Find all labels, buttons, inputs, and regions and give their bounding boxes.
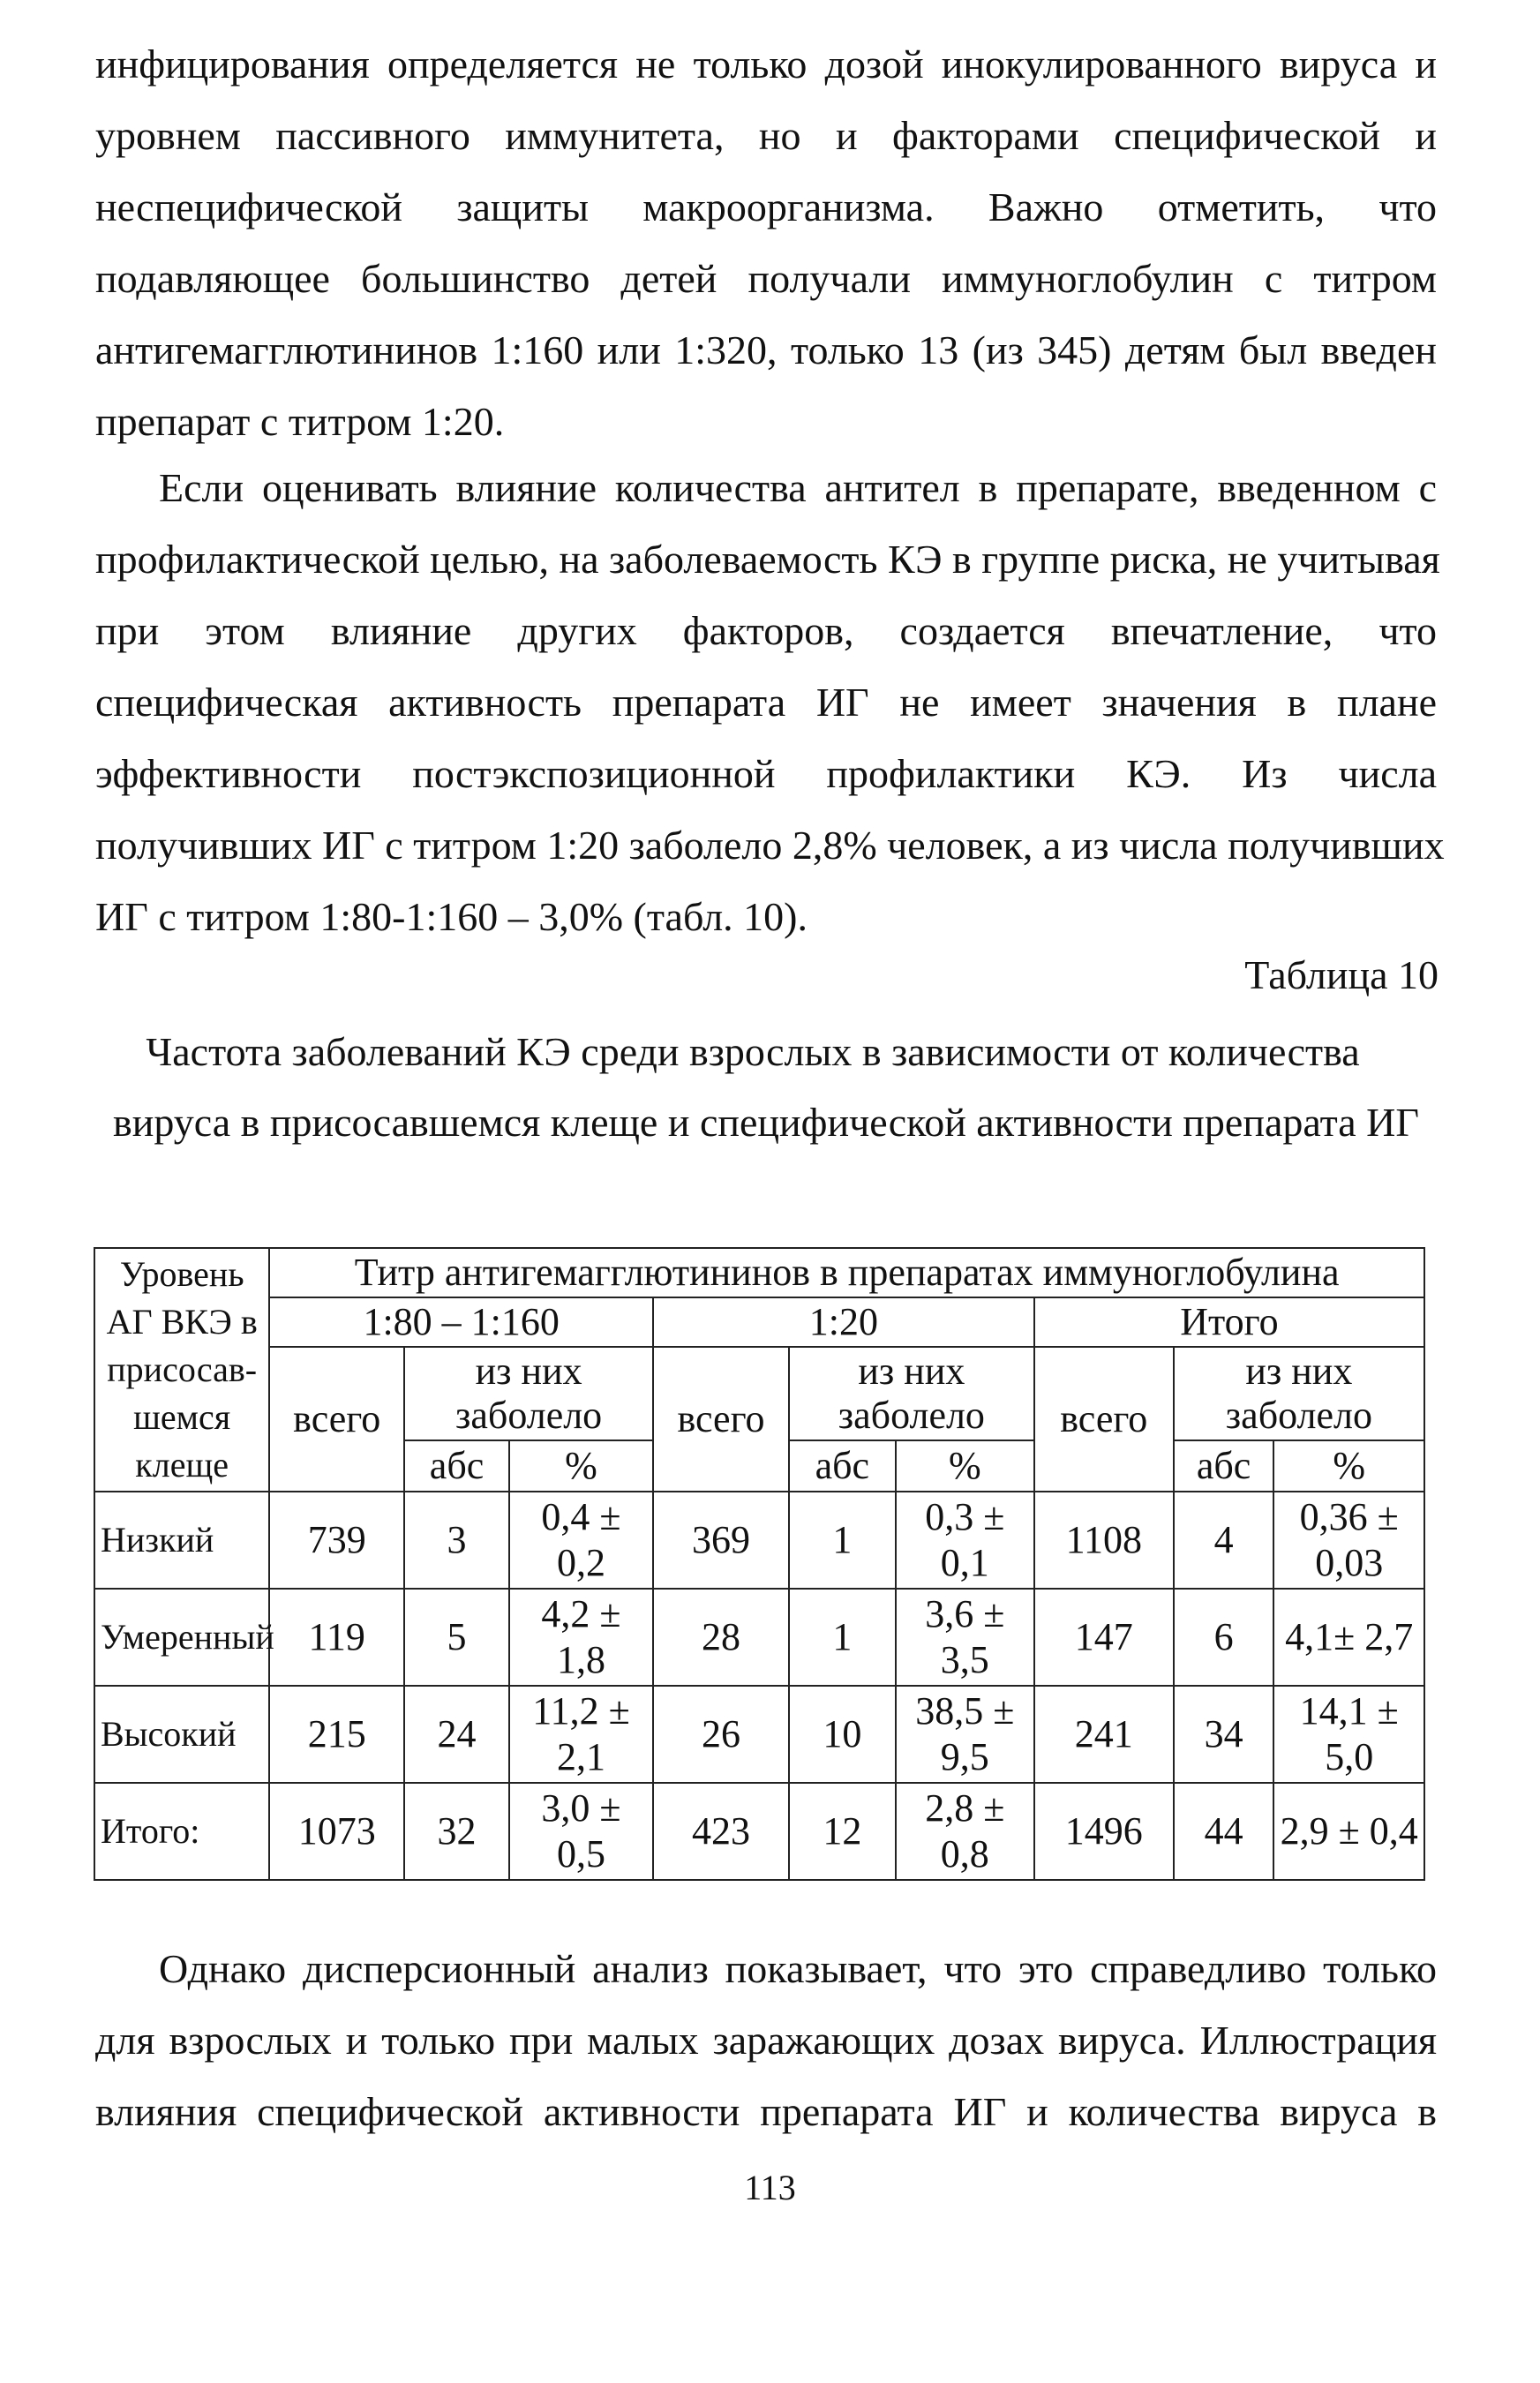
page-number: 113 <box>744 2168 796 2207</box>
value-cell: 1 <box>789 1492 896 1589</box>
paragraph-line: для взрослых и только при малых заражающих дозах вируса. Иллюстрация <box>95 2018 1437 2063</box>
value-cell: 34 <box>1174 1686 1274 1783</box>
row-level-label: Умеренный <box>94 1589 269 1686</box>
pct-cell: 3,0 ± 0,5 <box>509 1783 653 1880</box>
value-cell: 1108 <box>1034 1492 1174 1589</box>
value-cell: 1 <box>789 1589 896 1686</box>
paragraph-line: подавляющее большинство детей получали иммуноглобулин с титром <box>95 256 1437 301</box>
paragraph-line: препарат с титром 1:20. <box>95 399 505 444</box>
paragraph-line: при этом влияние других факторов, создается впечатление, что <box>95 608 1437 653</box>
row-level-label: Низкий <box>94 1492 269 1589</box>
paragraph-1 <box>95 28 1437 457</box>
paragraph-2 <box>95 452 1445 952</box>
table-row <box>94 1783 1424 1880</box>
total-header: всего <box>653 1347 789 1492</box>
paragraph-line: уровнем пассивного иммунитета, но и факторами специфической и <box>95 113 1437 158</box>
group-header: 1:20 <box>653 1297 1034 1347</box>
value-cell: 10 <box>789 1686 896 1783</box>
value-cell: 147 <box>1034 1589 1174 1686</box>
paragraph-3 <box>95 1933 1437 2147</box>
pct-cell: 38,5 ± 9,5 <box>896 1686 1034 1783</box>
value-cell: 32 <box>404 1783 509 1880</box>
pct-cell: 2,9 ± 0,4 <box>1273 1783 1424 1880</box>
table-header-row <box>94 1248 1424 1297</box>
group-header: Итого <box>1034 1297 1424 1347</box>
abs-header: абс <box>1174 1440 1274 1492</box>
value-cell: 423 <box>653 1783 789 1880</box>
group-header-row <box>94 1297 1424 1347</box>
value-cell: 12 <box>789 1783 896 1880</box>
caption-line: Частота заболеваний КЭ среди взрослых в зависимости от количества <box>146 1029 1360 1074</box>
value-cell: 4 <box>1174 1492 1274 1589</box>
subgroup-header-row <box>94 1347 1424 1440</box>
total-header: всего <box>269 1347 404 1492</box>
value-cell: 1073 <box>269 1783 404 1880</box>
table-row <box>94 1492 1424 1589</box>
pct-cell: 3,6 ± 3,5 <box>896 1589 1034 1686</box>
value-cell: 6 <box>1174 1589 1274 1686</box>
table-caption <box>95 1017 1437 1158</box>
table-body <box>94 1492 1424 1880</box>
pct-cell: 0,36 ± 0,03 <box>1273 1492 1424 1589</box>
pct-cell: 0,4 ± 0,2 <box>509 1492 653 1589</box>
value-cell: 241 <box>1034 1686 1174 1783</box>
table-label: Таблица 10 <box>1244 952 1439 997</box>
paragraph-line: антигемагглютининов 1:160 или 1:320, только 13 (из 345) детям был введен <box>95 327 1437 372</box>
row-level-label: Итого: <box>94 1783 269 1880</box>
value-cell: 28 <box>653 1589 789 1686</box>
abs-header: абс <box>404 1440 509 1492</box>
paragraph-line: Если оценивать влияние количества антител в препарате, введенном с <box>159 465 1437 510</box>
value-cell: 44 <box>1174 1783 1274 1880</box>
value-cell: 119 <box>269 1589 404 1686</box>
paragraph-line: влияния специфической активности препарата ИГ и количества вируса в <box>95 2089 1437 2134</box>
abs-header: абс <box>789 1440 896 1492</box>
paragraph-line: инфицирования определяется не только дозой инокулированного вируса и <box>95 41 1437 86</box>
data-table <box>94 1247 1425 1881</box>
value-cell: 3 <box>404 1492 509 1589</box>
paragraph-line: специфическая активность препарата ИГ не имеет значения в плане <box>95 680 1437 725</box>
paragraph-line: неспецифической защиты макроорганизма. Важно отметить, что <box>95 184 1437 229</box>
value-cell: 1496 <box>1034 1783 1174 1880</box>
paragraph-line: Однако дисперсионный анализ показывает, что это справедливо только <box>159 1946 1437 1991</box>
paragraph-line: получивших ИГ с титром 1:20 заболело 2,8% человек, а из числа получивших <box>95 823 1445 868</box>
table-row <box>94 1589 1424 1686</box>
pct-header: % <box>896 1440 1034 1492</box>
value-cell: 369 <box>653 1492 789 1589</box>
caption-line: вируса в присосавшемся клеще и специфической активности препарата ИГ <box>113 1100 1419 1145</box>
level-header: Уровень АГ ВКЭ в присосав-шемся клеще <box>94 1248 269 1492</box>
group-header: 1:80 – 1:160 <box>269 1297 653 1347</box>
pct-cell: 4,1± 2,7 <box>1273 1589 1424 1686</box>
value-cell: 215 <box>269 1686 404 1783</box>
of-them-header: из них заболело <box>404 1347 653 1440</box>
table-row <box>94 1686 1424 1783</box>
of-them-header: из них заболело <box>1174 1347 1424 1440</box>
row-level-label: Высокий <box>94 1686 269 1783</box>
value-cell: 24 <box>404 1686 509 1783</box>
pct-cell: 11,2 ± 2,1 <box>509 1686 653 1783</box>
total-header: всего <box>1034 1347 1174 1492</box>
paragraph-line: эффективности постэкспозиционной профилактики КЭ. Из числа <box>95 751 1437 796</box>
pct-cell: 14,1 ± 5,0 <box>1273 1686 1424 1783</box>
pct-cell: 4,2 ± 1,8 <box>509 1589 653 1686</box>
value-cell: 739 <box>269 1492 404 1589</box>
value-cell: 5 <box>404 1589 509 1686</box>
pct-header: % <box>509 1440 653 1492</box>
titer-header: Титр антигемагглютининов в препаратах иммуноглобулина <box>269 1248 1424 1297</box>
paragraph-line: профилактической целью, на заболеваемость КЭ в группе риска, не учитывая <box>95 537 1440 582</box>
pct-header: % <box>1273 1440 1424 1492</box>
pct-cell: 0,3 ± 0,1 <box>896 1492 1034 1589</box>
pct-cell: 2,8 ± 0,8 <box>896 1783 1034 1880</box>
value-cell: 26 <box>653 1686 789 1783</box>
paragraph-line: ИГ с титром 1:80-1:160 – 3,0% (табл. 10). <box>95 894 808 939</box>
of-them-header: из них заболело <box>789 1347 1034 1440</box>
